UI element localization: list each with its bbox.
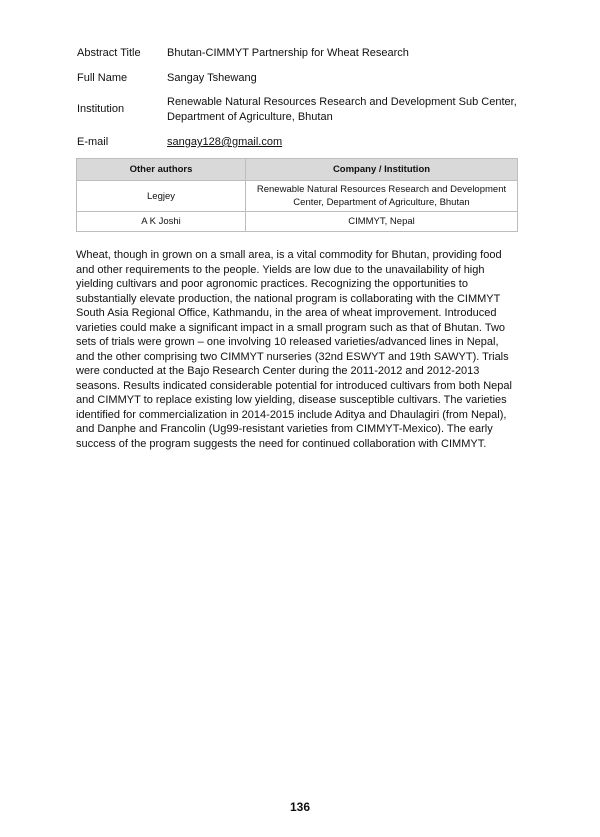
abstract-line: sets of trials were grown – one involving 10 released varieties/advanced lines in Nepal, [76, 336, 499, 348]
author-name: Legjey [77, 181, 246, 212]
page-number: 136 [289, 800, 311, 814]
abstract-line: identified for commercialization in 2014-2015 include Aditya and Dhaulagiri (from Nepal), [76, 408, 507, 421]
abstract-line: were conducted at the Bajo Research Center during the 2011-2012 and 2012-2013 [76, 365, 480, 377]
header-other-authors: Other authors [77, 159, 246, 181]
abstract-line: and other requirements to the people. Yields are low due to the unavailability of high [76, 263, 485, 276]
full-name-label: Full Name [77, 72, 128, 84]
abstract-line: and CIMMYT to replace existing low yielding, disease susceptible cultivars. The varieties [76, 394, 507, 406]
company-line: Renewable Natural Resources Research and Development [256, 184, 507, 195]
table-row [77, 181, 518, 212]
abstract-line: seasons. Results indicated considerable potential for introduced cultivars from both Nepal [76, 379, 512, 392]
abstract-body [76, 248, 526, 451]
abstract-line: yielding cultivars and poor agronomic practices. Recognizing the opportunities to [76, 278, 468, 290]
abstract-line: and Danphe and Francolin (Ug99-resistant varieties from CIMMYT-Mexico). The early [76, 423, 493, 435]
abstract-title-value: Bhutan-CIMMYT Partnership for Wheat Research [167, 47, 409, 59]
institution-label: Institution [77, 103, 125, 115]
abstract-line: and the other comprising two CIMMYT nurseries (32nd ESWYT and 19th SAWYT). Trials [76, 350, 509, 363]
company-line: Center, Department of Agriculture, Bhutan [293, 197, 470, 208]
institution-value [167, 95, 547, 125]
institution-line: Department of Agriculture, Bhutan [167, 111, 333, 123]
abstract-line: success of the program suggests the need for continued collaboration with CIMMYT. [76, 437, 487, 450]
email-link[interactable]: sangay128@gmail.com [167, 136, 283, 148]
abstract-line: South Asia Regional Office, Kathmandu, in the area of wheat improvement. Introduced [76, 307, 497, 319]
abstract-line: varieties could make a significant impact in a small program such as that of Bhutan. Two [76, 321, 506, 334]
abstract-line: substantially elevate production, the national program is collaborating with the CIMMYT [76, 292, 501, 305]
abstract-title-label: Abstract Title [77, 47, 141, 59]
email-label: E-mail [77, 136, 109, 148]
abstract-line: Wheat, though in grown on a small area, is a vital commodity for Bhutan, providing food [76, 249, 502, 261]
author-company: CIMMYT, Nepal [246, 212, 518, 232]
author-name: A K Joshi [77, 212, 246, 232]
header-company-institution: Company / Institution [246, 159, 518, 181]
author-company [246, 181, 518, 212]
other-authors-table [76, 158, 518, 232]
table-row [77, 212, 518, 232]
full-name-value: Sangay Tshewang [167, 72, 257, 84]
institution-line: Renewable Natural Resources Research and Development Sub Center, [167, 96, 517, 108]
